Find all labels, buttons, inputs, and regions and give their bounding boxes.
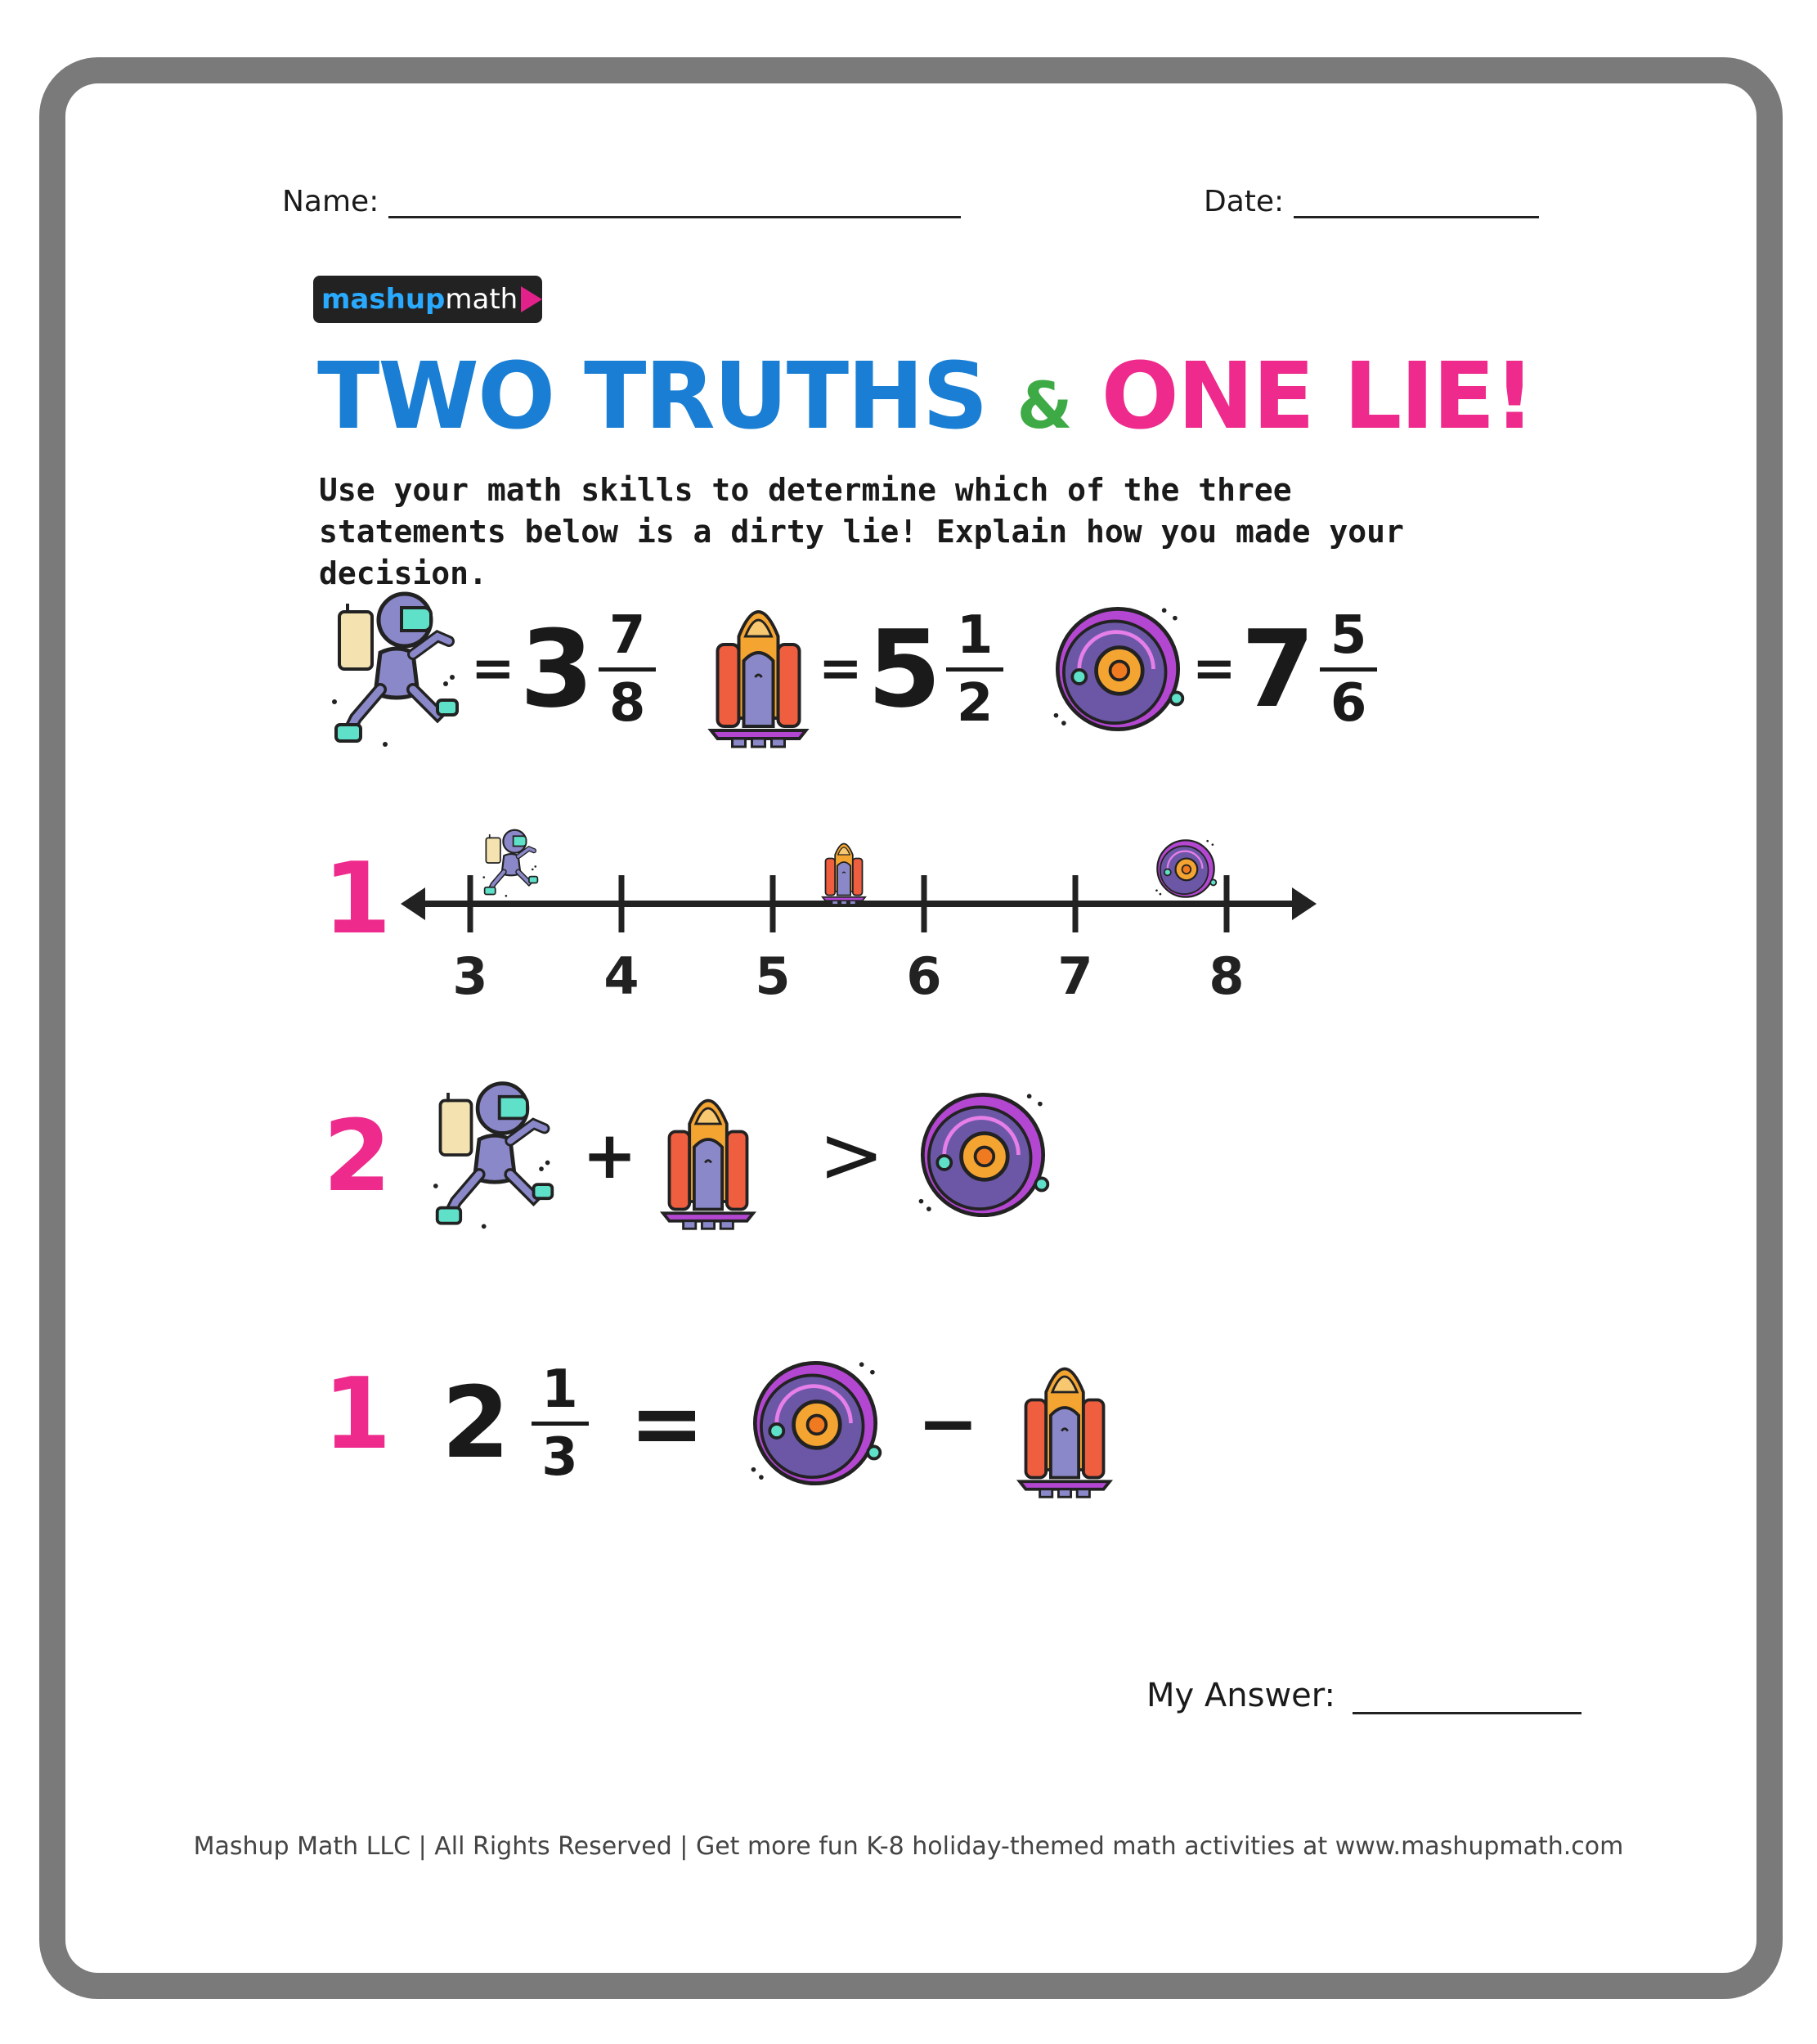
instructions-text: Use your math skills to determine which of the three statements below is a dirty lie! Explain how you made your decision. (319, 472, 1404, 591)
footer-text: Mashup Math LLC | All Rights Reserved | Get more fun K-8 holiday-themed math activities at www.mashupmath.com (193, 1832, 1624, 1861)
numerator: 1 (541, 1359, 578, 1420)
play-icon (521, 286, 542, 312)
rocket-icon (655, 1077, 761, 1233)
statement-2-number: 2 (323, 1100, 392, 1214)
number-line-tick-label: 6 (906, 946, 942, 1006)
denominator: 3 (541, 1426, 578, 1488)
astronaut-marker-icon (482, 830, 537, 897)
rocket-icon (703, 587, 814, 751)
answer-blank[interactable] (1353, 1680, 1581, 1714)
fraction (599, 604, 656, 734)
astronaut-icon (327, 587, 466, 751)
numerator: 7 (608, 604, 646, 666)
numerator: 5 (1330, 604, 1367, 666)
equals-sign: = (629, 1371, 705, 1476)
fraction-bar (599, 667, 656, 672)
number-line-tick-label: 5 (755, 946, 791, 1006)
equals-sign: = (1192, 639, 1236, 699)
page-title (317, 344, 1534, 450)
mashupmath-logo (313, 276, 542, 323)
title-one-lie: ONE LIE! (1101, 344, 1534, 450)
number-line-tick-label: 3 (452, 946, 488, 1006)
denominator: 8 (608, 672, 646, 734)
denominator: 2 (956, 672, 994, 734)
answer-row (1146, 1677, 1581, 1714)
galaxy-icon (1048, 600, 1187, 739)
name-blank[interactable] (388, 186, 961, 218)
astronaut-icon (425, 1077, 564, 1233)
plus-sign: + (582, 1116, 638, 1193)
whole-number: 7 (1240, 607, 1316, 731)
fraction-bar (946, 667, 1003, 672)
name-label: Name: (282, 185, 379, 218)
rocket-equation (703, 579, 1003, 759)
statement-3 (442, 1341, 1118, 1505)
rocket-marker-icon (823, 844, 865, 905)
whole-number: 3 (519, 607, 594, 731)
name-field-row (282, 185, 961, 218)
fraction (946, 604, 1003, 734)
greater-than-sign: > (819, 1109, 885, 1201)
astronaut-equation (327, 579, 656, 759)
galaxy-icon (913, 1085, 1052, 1224)
denominator: 6 (1330, 672, 1367, 734)
fraction (532, 1361, 589, 1486)
whole-number: 2 (442, 1366, 510, 1480)
statement-2 (425, 1081, 1052, 1229)
number-line-tick-label: 8 (1209, 946, 1245, 1006)
minus-sign: − (917, 1380, 980, 1467)
whole-number: 5 (867, 607, 942, 731)
date-field-row (1204, 185, 1539, 218)
logo-mashup: mashup (321, 283, 446, 316)
logo-math: math (445, 283, 518, 316)
fraction-bar (532, 1422, 589, 1426)
title-ampersand: & (1016, 370, 1071, 443)
statement-3-number: 1 (323, 1358, 392, 1471)
left-arrow-icon (401, 887, 425, 920)
date-blank[interactable] (1294, 186, 1539, 218)
number-line-tick-label: 7 (1057, 946, 1093, 1006)
equals-sign: = (471, 639, 515, 699)
numerator: 1 (956, 604, 994, 666)
answer-label: My Answer: (1146, 1677, 1335, 1714)
fraction (1320, 604, 1377, 734)
right-arrow-icon (1292, 887, 1317, 920)
fraction-bar (1320, 667, 1377, 672)
galaxy-marker-icon (1155, 840, 1216, 897)
number-line (393, 818, 1325, 1031)
statement-1-number: 1 (323, 842, 392, 956)
rocket-icon (1012, 1345, 1118, 1501)
galaxy-equation (1048, 579, 1377, 759)
date-label: Date: (1204, 185, 1285, 218)
equals-sign: = (819, 639, 863, 699)
title-two-truths: TWO TRUTHS (317, 344, 987, 450)
number-line-tick-label: 4 (603, 946, 639, 1006)
galaxy-icon (746, 1354, 885, 1493)
